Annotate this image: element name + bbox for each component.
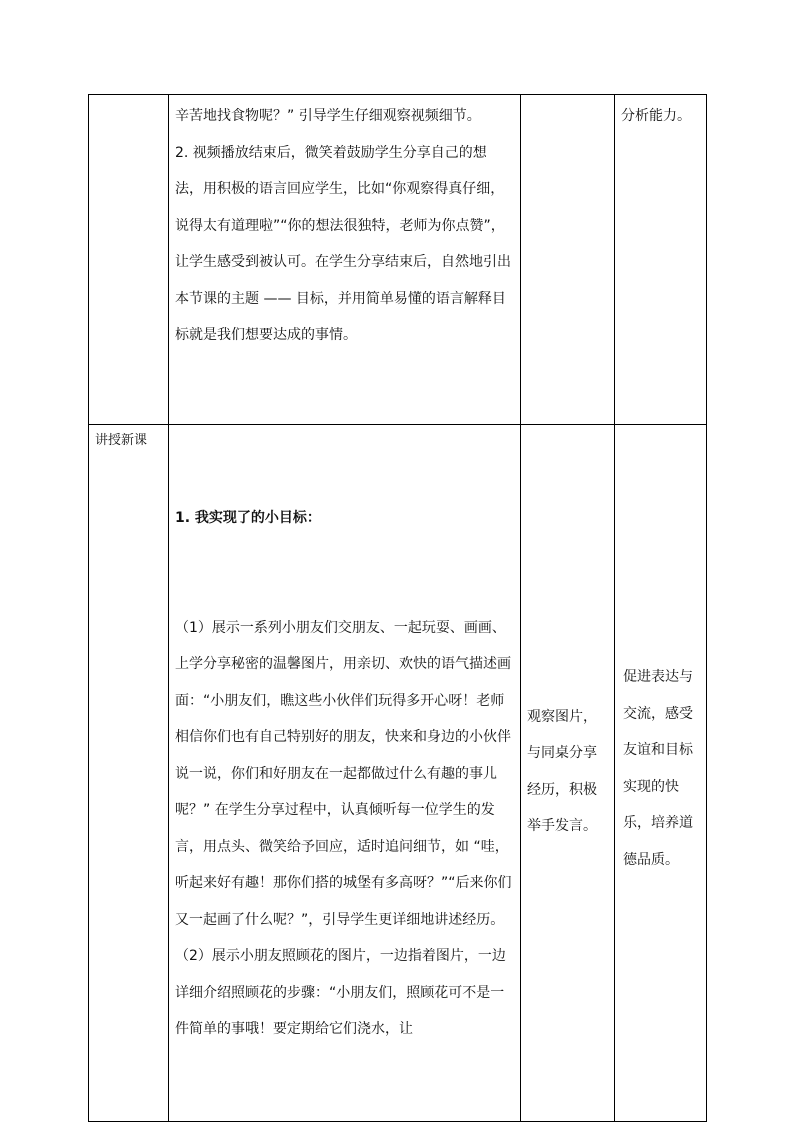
design-purpose-text: 促进表达与交流，感受友谊和目标实现的快乐，培养道德品质。 [623, 669, 693, 868]
lesson-plan-table [88, 94, 707, 1122]
stage-cell [89, 95, 169, 425]
student-activity-text: 观察图片，与同桌分享经历，积极举手发言。 [527, 708, 597, 835]
table-row [89, 425, 707, 1122]
section-heading: 1. 我实现了的小目标： [175, 510, 321, 526]
stage-label: 讲授新课 [95, 433, 148, 448]
design-purpose-cell [615, 425, 707, 1122]
teacher-activity-text: （1）展示一系列小朋友们交朋友、一起玩耍、画画、上学分享秘密的温馨图片，用亲切、欢快的语气描述画面：“小朋友们，瞧这些小伙伴们玩得多开心呀！老师相信你们也有自己特别好的朋友，快来和身边的小伙伴说一说，你们和好朋友在一起都做过什么有趣的事儿呢？” 在学生分享过程中，认真倾听每一位学生的发言，用点头、微笑给予回应，适时追问细节，如 “哇，听起来好有趣！那你们搭的城堡有多高呀？”“后来你们又一起画了什么呢？”，引导学生更详细地讲述经历。 （2）展示小朋友照顾花的图片，一边指着图片，一边详细介绍照顾花的步骤：“小朋友们，照顾花可不是一件简单的事哦！要定期给它们浇水，让 [175, 619, 512, 1037]
table-row [89, 95, 707, 425]
student-activity-cell [521, 95, 615, 425]
student-activity-cell [521, 425, 615, 1122]
teacher-activity-cell [169, 95, 521, 425]
stage-cell [89, 425, 169, 1122]
teacher-activity-cell [169, 425, 521, 1122]
design-purpose-cell [615, 95, 707, 425]
design-purpose-text: 分析能力。 [621, 108, 691, 124]
teacher-activity-text: 辛苦地找食物呢？” 引导学生仔细观察视频细节。 2. 视频播放结束后，微笑着鼓励学生分享自己的想法，用积极的语言回应学生，比如“你观察得真仔细，说得太有道理啦”“你的想法很独特，老师为你点赞”，让学生感受到被认可。在学生分享结束后，自然地引出本节课的主题 —— 目标，并用简单易懂的语言解释目标就是我们想要达成的事情。 [175, 108, 511, 343]
